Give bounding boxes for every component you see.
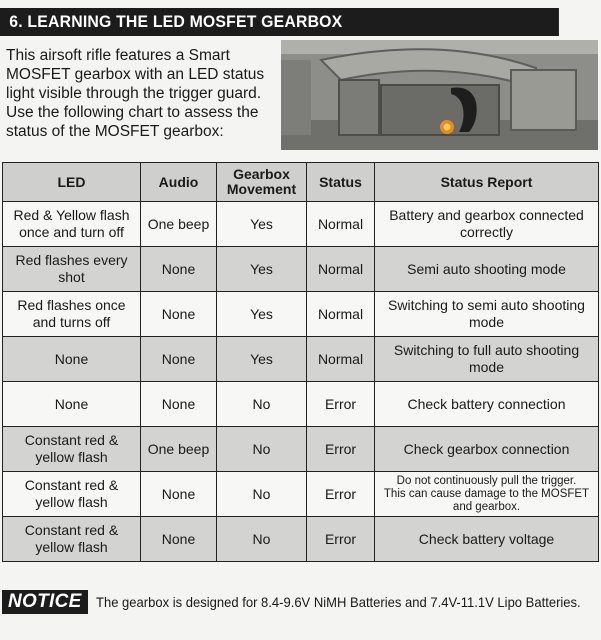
header-status: Status (307, 163, 375, 202)
intro-line: status of the MOSFET gearbox: (6, 123, 224, 140)
led-line: Red & Yellow flash (13, 207, 130, 223)
table-row (3, 472, 599, 517)
cell-status: Error (307, 472, 375, 517)
cell-audio: None (141, 292, 217, 337)
table-row (3, 337, 599, 382)
cell-status: Error (307, 382, 375, 427)
header-movement-line: Gearbox (233, 166, 290, 182)
notice-bar (2, 590, 601, 614)
cell-audio: One beep (141, 202, 217, 247)
cell-report (375, 382, 599, 427)
cell-audio: None (141, 517, 217, 562)
table-row (3, 202, 599, 247)
cell-led (3, 427, 141, 472)
table-row (3, 292, 599, 337)
cell-audio: None (141, 337, 217, 382)
intro-line: This airsoft rifle features a Smart (6, 47, 230, 64)
section-header (0, 8, 559, 36)
report-line: Check battery connection (407, 395, 566, 412)
cell-led (3, 472, 141, 517)
cell-led (3, 247, 141, 292)
table-row (3, 382, 599, 427)
led-line: Constant red & (24, 522, 119, 538)
report-line: Battery and gearbox connected (389, 207, 584, 223)
led-line: Constant red & (24, 477, 119, 493)
led-line: Red flashes once (17, 297, 126, 313)
cell-movement: Yes (217, 202, 307, 247)
header-movement-line: Movement (226, 181, 297, 197)
led-line: and turns off (32, 314, 111, 330)
cell-movement: No (217, 472, 307, 517)
notice-text: The gearbox is designed for 8.4-9.6V NiMH Batteries and 7.4V-11.1V Lipo Batteries. (95, 594, 581, 610)
led-line: once and turn off (19, 224, 124, 240)
cell-report (375, 517, 599, 562)
cell-status: Normal (307, 202, 375, 247)
cell-led (3, 382, 141, 427)
report-line: This can cause damage to the MOSFET (383, 487, 590, 500)
cell-movement: No (217, 517, 307, 562)
report-line: Do not continuously pull the trigger. (396, 474, 577, 487)
cell-status: Normal (307, 337, 375, 382)
led-line: yellow flash (35, 449, 108, 465)
cell-movement: Yes (217, 337, 307, 382)
cell-audio: None (141, 472, 217, 517)
table-row (3, 247, 599, 292)
cell-led (3, 292, 141, 337)
cell-status: Error (307, 517, 375, 562)
led-line: shot (58, 269, 85, 285)
intro-paragraph (6, 46, 268, 141)
cell-movement: No (217, 382, 307, 427)
cell-status: Error (307, 427, 375, 472)
cell-status: Normal (307, 292, 375, 337)
cell-report (375, 292, 599, 337)
cell-status: Normal (307, 247, 375, 292)
table-header-row (3, 163, 599, 202)
report-line: correctly (460, 224, 513, 240)
cell-movement: Yes (217, 247, 307, 292)
notice-label: NOTICE (2, 590, 88, 614)
header-status-report: Status Report (375, 163, 599, 202)
led-line: yellow flash (35, 494, 108, 510)
cell-report (375, 472, 599, 517)
report-line: Switching to full auto shooting (393, 342, 580, 358)
cell-audio: One beep (141, 427, 217, 472)
report-line: and gearbox. (452, 500, 521, 513)
cell-audio: None (141, 247, 217, 292)
section-title: 6. LEARNING THE LED MOSFET GEARBOX (9, 12, 343, 31)
table-row (3, 517, 599, 562)
intro-line: MOSFET gearbox with an LED status (6, 66, 265, 83)
trigger-guard-illustration (281, 40, 598, 150)
intro-line: Use the following chart to assess the (6, 104, 259, 121)
report-line: Switching to semi auto shooting (388, 297, 585, 313)
cell-led (3, 517, 141, 562)
led-line: None (54, 350, 89, 367)
header-led: LED (3, 163, 141, 202)
cell-audio: None (141, 382, 217, 427)
trigger-guard-photo (281, 40, 598, 150)
report-line: mode (468, 314, 505, 330)
cell-report (375, 337, 599, 382)
led-line: Red flashes every (15, 252, 128, 268)
cell-led (3, 202, 141, 247)
cell-report (375, 427, 599, 472)
report-line: Check gearbox connection (403, 440, 570, 457)
cell-led (3, 337, 141, 382)
led-line: Constant red & (24, 432, 119, 448)
report-line: mode (468, 359, 505, 375)
header-audio: Audio (141, 163, 217, 202)
table-row (3, 427, 599, 472)
cell-movement: No (217, 427, 307, 472)
cell-report (375, 202, 599, 247)
report-line: Semi auto shooting mode (407, 260, 566, 277)
header-gearbox-movement (217, 163, 307, 202)
mosfet-status-table (2, 162, 599, 562)
report-line: Check battery voltage (418, 530, 555, 547)
led-line: None (54, 395, 89, 412)
cell-report (375, 247, 599, 292)
cell-movement: Yes (217, 292, 307, 337)
led-line: yellow flash (35, 539, 108, 555)
intro-line: light visible through the trigger guard. (6, 85, 262, 102)
